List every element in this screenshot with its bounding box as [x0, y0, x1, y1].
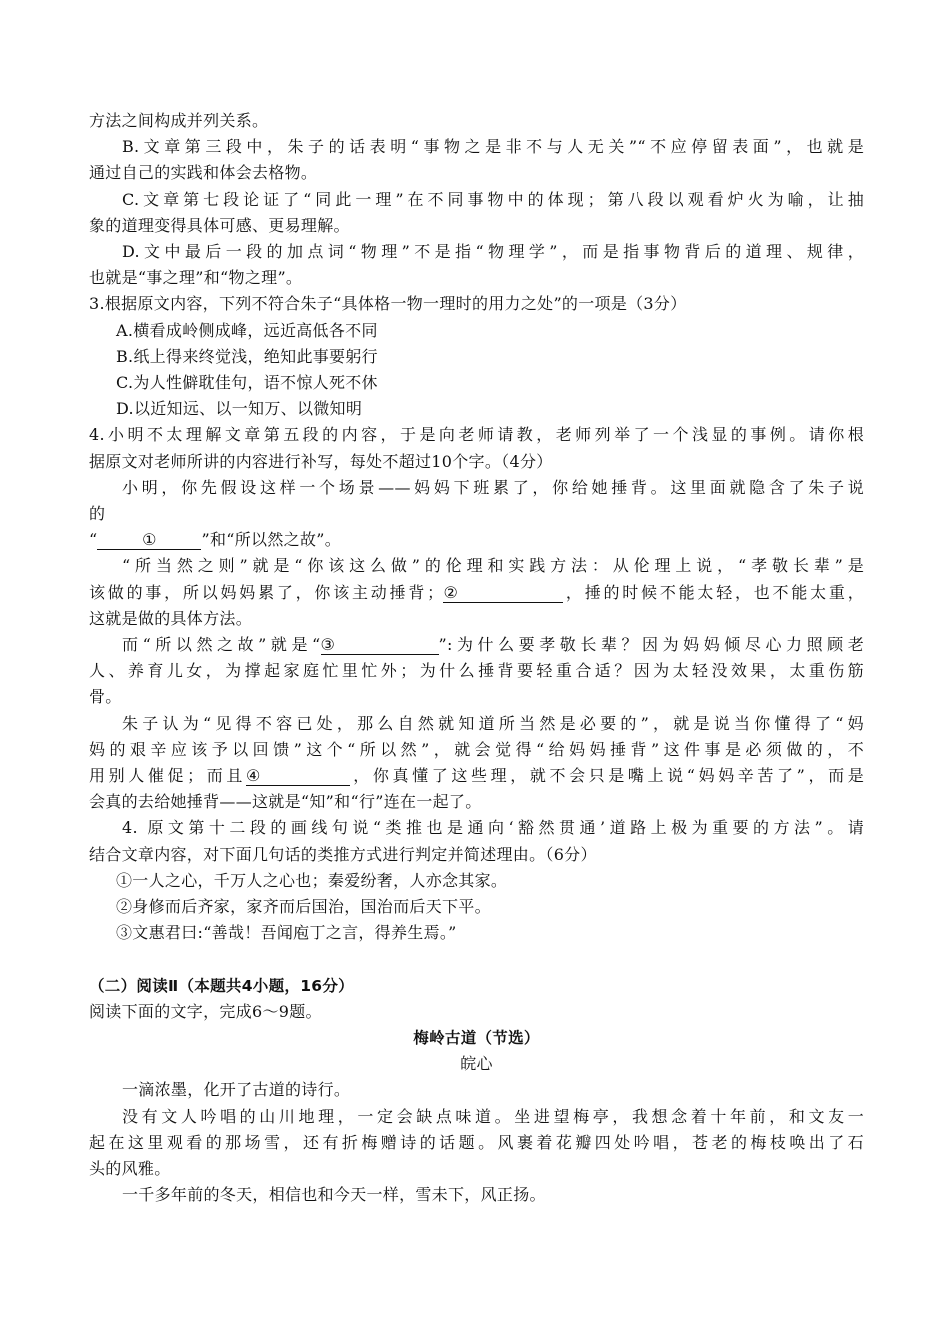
q2-option-c-line2: 象的道理变得具体可感、更易理解。	[89, 215, 350, 235]
q5-stem-line2: 结合文章内容，对下面几句话的类推方式进行判定并简述理由。（6分）	[89, 844, 597, 864]
q2-option-c-line1: C.文章第七段论证了“同此一理”在不同事物中的体现；第八段以观看炉火为喻，让抽	[122, 189, 864, 209]
q5-item-2: ②身修而后齐家，家齐而后国治，国治而后天下平。	[116, 897, 491, 917]
q3-option-b: B.纸上得来终觉浅，绝知此事要躬行	[116, 346, 378, 366]
section-spacer	[89, 947, 864, 973]
text-segment: ，捶的时候不能太轻，也不能太重，	[563, 582, 864, 602]
q4-para1-line3	[89, 527, 864, 553]
passage-para2-line1: 没有文人吟唱的山川地理，一定会缺点味道。坐进望梅亭，我想念着十年前，和文友一	[122, 1106, 864, 1126]
q4-para4-line4: 会真的去给她捶背——这就是“知”和“行”连在一起了。	[89, 792, 482, 812]
passage-author: 皖心	[460, 1054, 493, 1074]
fill-blank-4[interactable]: ④	[246, 767, 350, 786]
q4-para2-line3: 这就是做的具体方法。	[89, 608, 253, 628]
q4-para4-line2: 妈的艰辛应该予以回馈”这个“所以然”，就会觉得“给妈妈捶背”这件事是必须做的，不	[89, 739, 864, 759]
passage-para2-line2: 起在这里观看的那场雪，还有折梅赠诗的话题。风裹着花瓣四处吟唱，苍老的梅枝唤出了石	[89, 1132, 864, 1152]
q4-para3-line1	[89, 632, 864, 658]
passage-para1: 一滴浓墨，化开了古道的诗行。	[122, 1080, 351, 1100]
passage-title: 梅岭古道（节选）	[413, 1028, 540, 1047]
section-instruction: 阅读下面的文字，完成6～9题。	[89, 1001, 322, 1021]
q3-option-c: C.为人性僻耽佳句，语不惊人死不休	[116, 373, 378, 393]
q3-option-a: A.横看成岭侧成峰，远近高低各不同	[116, 320, 378, 340]
q2-option-d-line2: 也就是“事之理”和“物之理”。	[89, 268, 303, 288]
passage-para3: 一千多年前的冬天，相信也和今天一样，雪未下，风正扬。	[122, 1185, 546, 1205]
q4-para1-line2: 的	[89, 504, 106, 524]
fill-blank-2[interactable]: ②	[443, 584, 563, 603]
text-segment: ，你真懂了这些理，就不会只是嘴上说“妈妈辛苦了”，而是	[349, 766, 864, 786]
q2-option-a-tail: 方法之间构成并列关系。	[89, 111, 269, 130]
passage-para2-line3: 头的风雅。	[89, 1158, 171, 1178]
fill-blank-1[interactable]: ①	[97, 531, 201, 550]
q3-stem: 3.根据原文内容，下列不符合朱子“具体格一物一理时的用力之处”的一项是（3分）	[89, 294, 687, 314]
q4-para3-line2: 人、养育儿女，为撑起家庭忙里忙外；为什么捶背要轻重合适？因为太轻没效果，太重伤筋	[89, 661, 864, 681]
q4-para4-line1: 朱子认为“见得不容已处，那么自然就知道所当然是必要的”，就是说当你懂得了“妈	[122, 713, 864, 733]
section-heading: （二）阅读Ⅱ（本题共4小题，16分）	[89, 976, 354, 995]
q4-para4-line3	[89, 763, 864, 789]
text-segment: ”:为什么要孝敬长辈？因为妈妈倾尽心力照顾老	[438, 635, 865, 655]
q3-option-d: D.以近知远、以一知万、以微知明	[116, 399, 363, 419]
q4-stem-line1: 4.小明不太理解文章第五段的内容，于是向老师请教，老师列举了一个浅显的事例。请你根	[89, 425, 864, 445]
q2-option-b-line2: 通过自己的实践和体会去格物。	[89, 163, 318, 183]
open-quote: “	[89, 530, 98, 550]
q5-stem-line1: 4. 原文第十二段的画线句说“类推也是通向‘豁然贯通’道路上极为重要的方法”。请	[122, 818, 864, 838]
q2-option-d-line1: D.文中最后一段的加点词“物理”不是指“物理学”，而是指事物背后的道理、规律，	[122, 242, 864, 262]
text-segment: 而“所以然之故”就是“	[122, 635, 321, 655]
close-quote-text: ”和“所以然之故”。	[201, 530, 342, 550]
q4-para3-line3: 骨。	[89, 687, 122, 707]
q5-item-1: ①一人之心，千万人之心也；秦爱纷奢，人亦念其家。	[116, 870, 508, 890]
text-segment: 该做的事，所以妈妈累了，你该主动捶背；	[89, 582, 444, 602]
q4-para2-line1: “所当然之则”就是“你该这么做”的伦理和实践方法：从伦理上说，“孝敬长辈”是	[122, 556, 864, 576]
exam-page	[89, 108, 864, 1208]
text-segment: 用别人催促；而且	[89, 766, 246, 786]
q4-stem-line2: 据原文对老师所讲的内容进行补写，每处不超过10个字。（4分）	[89, 451, 553, 471]
q4-para2-line2	[89, 580, 864, 606]
q4-para1-line1: 小明，你先假设这样一个场景——妈妈下班累了，你给她捶背。这里面就隐含了朱子说	[122, 477, 864, 497]
q5-item-3: ③文惠君曰:“善哉！吾闻庖丁之言，得养生焉。”	[116, 923, 457, 943]
q2-option-b-line1: B.文章第三段中，朱子的话表明“事物之是非不与人无关”“不应停留表面”，也就是	[122, 137, 864, 157]
fill-blank-3[interactable]: ③	[321, 636, 439, 655]
